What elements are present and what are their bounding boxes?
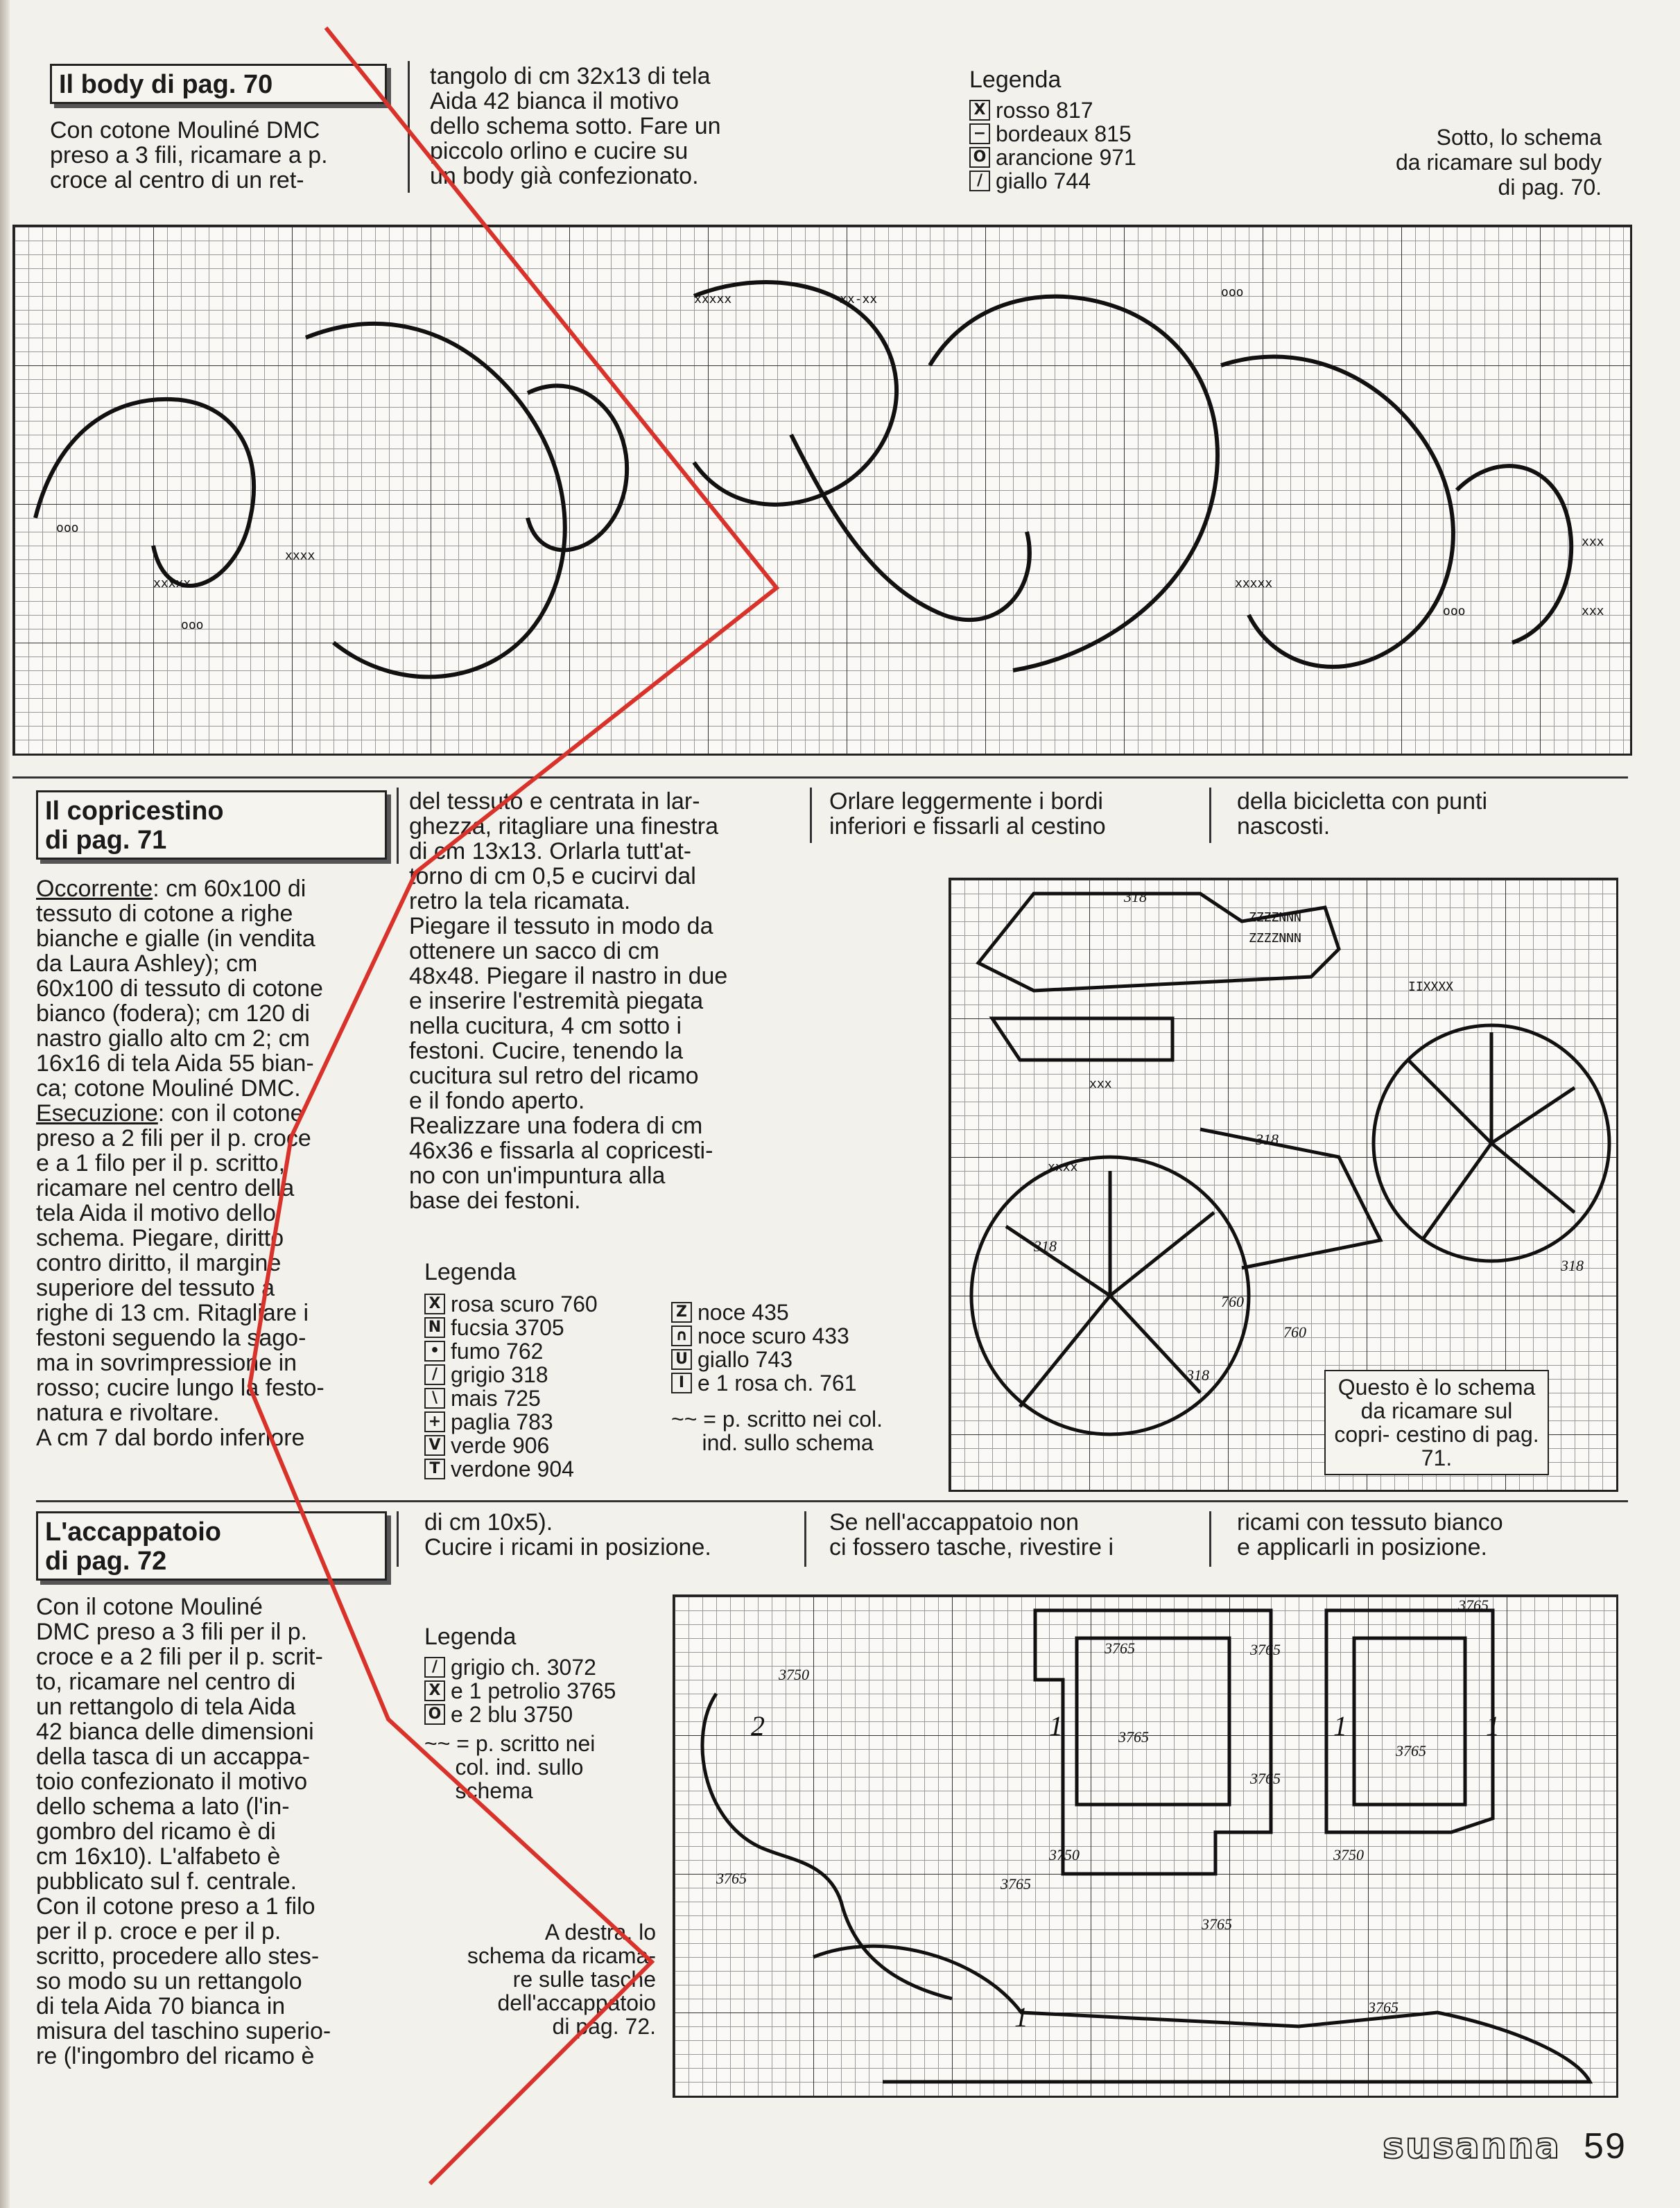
svg-text:ZZZZNNN: ZZZZNNN — [1249, 910, 1301, 925]
accappatoio-instructions-col4: ricami con tessuto bianco e applicarli in posizione. — [1237, 1509, 1503, 1561]
legend-label: noce 435 — [698, 1300, 789, 1325]
legend-item — [969, 122, 1132, 146]
plus-symbol-icon: + — [424, 1411, 445, 1432]
column-divider — [397, 788, 399, 864]
esecuzione-label: Esecuzione — [36, 1100, 158, 1127]
svg-text:3765: 3765 — [1105, 1640, 1135, 1657]
occorrente-label: Occorrente — [36, 876, 153, 902]
section-title: Il copricestino di pag. 71 — [45, 797, 224, 855]
legend-label: arancione 971 — [996, 145, 1136, 170]
schema-caption-copricestino: Questo è lo schema da ricamare sul copri- cestino di pag. 71. — [1324, 1370, 1549, 1475]
circle-symbol-icon: O — [969, 147, 990, 168]
chart-motif-drawing — [15, 227, 1630, 754]
svg-text:ZZZZNNN: ZZZZNNN — [1249, 931, 1301, 946]
copricestino-instructions-col4: della bicicletta con punti nascosti. — [1237, 788, 1488, 840]
svg-text:xxx: xxx — [1582, 604, 1604, 618]
motif-stroke — [791, 435, 1030, 620]
legend-item — [671, 1324, 849, 1348]
svg-text:ooo: ooo — [1443, 604, 1466, 618]
scritto-note: ~~ = p. scritto nei col. ind. sullo schema — [671, 1407, 883, 1455]
stitch-symbols — [56, 285, 1604, 632]
legend-label: grigio 318 — [451, 1362, 548, 1387]
page-binding-shadow — [0, 0, 10, 2208]
u-symbol-icon: U — [671, 1349, 692, 1370]
svg-text:xxxx: xxxx — [285, 548, 315, 563]
v-symbol-icon: V — [424, 1435, 445, 1456]
legend-label: rosso 817 — [996, 98, 1093, 123]
svg-text:3765: 3765 — [1396, 1742, 1426, 1759]
legend-label: e 1 rosa ch. 761 — [698, 1371, 857, 1396]
legend-label: noce scuro 433 — [698, 1323, 849, 1348]
column-divider — [810, 788, 812, 843]
svg-text:1: 1 — [1333, 1710, 1347, 1741]
svg-text:1: 1 — [1014, 2001, 1028, 2033]
letter-inner-outline — [1354, 1638, 1465, 1805]
legend-item — [424, 1339, 543, 1363]
svg-text:3765: 3765 — [1250, 1770, 1281, 1787]
circle-symbol-icon: O — [424, 1704, 445, 1725]
legend-label: bordeaux 815 — [996, 121, 1132, 146]
legend-item — [969, 169, 1091, 193]
svg-text:318: 318 — [1124, 888, 1147, 905]
motif-stroke — [1457, 466, 1571, 643]
legend-label: mais 725 — [451, 1386, 541, 1411]
motif-stroke — [306, 324, 565, 677]
svg-text:3750: 3750 — [779, 1666, 809, 1683]
page-footer — [1383, 2126, 1627, 2167]
svg-text:2: 2 — [751, 1710, 765, 1741]
frame-outline — [1200, 1129, 1380, 1268]
svg-text:xxx: xxx — [1582, 534, 1604, 549]
slash-symbol-icon: / — [969, 171, 990, 191]
column-divider — [408, 61, 410, 193]
occorrente-text: : cm 60x100 di tessuto di cotone a righe bianche e gialle (in vendita da Laura Ashley); cm 60x100 di tessuto di cotone bianco (fodera); cm 120 di nastro giallo alto cm 2; cm 16x16 di tela Aida 55 bian- ca; cotone Mouliné DMC. — [36, 876, 323, 1102]
cross-stitch-symbol-icon: X — [969, 100, 990, 121]
svg-text:3765: 3765 — [1118, 1728, 1149, 1746]
svg-text:1: 1 — [1049, 1710, 1063, 1741]
section-header-copricestino — [36, 790, 387, 860]
accappatoio-instructions-left: Con il cotone Mouliné DMC preso a 3 fili per il p. croce e a 2 fili per il p. scrit- to, ricamare nel centro di un rettangolo di tela Aida 42 bianca delle dimensioni della tasca di un accappa- toio confezionato il motivo dello schema a lato (l'in- gombro del ricamo è di cm 16x10). L'alfabeto è pubblicato sul f. centrale. Con il cotone preso a 1 filo per il p. croce e per il p. scritto, procedere allo stes- so modo su un rettangolo di tela Aida 70 bianca in misura del taschino superio- re (l'ingombro del ricamo è — [36, 1594, 331, 2069]
legend-item — [424, 1316, 564, 1339]
legend-item — [424, 1655, 596, 1679]
svg-text:318: 318 — [1034, 1237, 1057, 1255]
legend-label: verde 906 — [451, 1433, 550, 1458]
legend-item — [424, 1679, 616, 1703]
wave-outline — [813, 1946, 1590, 2082]
schema-caption-accappatoio: A destra, lo schema da ricama- re sulle tasche dell'accappatoio di pag. 72. — [467, 1920, 656, 2039]
legend-label: fucsia 3705 — [451, 1315, 564, 1340]
section-title: L'accappatoio di pag. 72 — [45, 1518, 221, 1576]
copricestino-instructions-left — [36, 876, 410, 1450]
esecuzione-text: : con il cotone preso a 2 fili per il p. croce e a 1 filo per il p. scritto, ricamare nel centro della tela Aida il motivo dello schema. Piegare, diritto contro diritto, il margine superiore del tessuto a righe di 13 cm. Ritagliare i festoni seguendo la sago- ma in sovrimpressione in rosso; cucire lungo la festo- natura e rivoltare. A cm 7 dal bordo inferiore — [36, 1100, 324, 1451]
section-header-accappatoio — [36, 1511, 387, 1581]
arch-symbol-icon: ∩ — [671, 1325, 692, 1346]
body-instructions-mid: tangolo di cm 32x13 di tela Aida 42 bianca il motivo dello schema sotto. Fare un piccolo orlino e cucire su un body già confezionato. — [430, 63, 721, 189]
column-divider — [804, 1511, 806, 1567]
svg-text:ooo: ooo — [181, 618, 204, 632]
page-number: 59 — [1584, 2126, 1627, 2166]
column-divider — [1209, 1511, 1211, 1567]
cross-symbol-icon: X — [424, 1680, 445, 1701]
svg-text:3765: 3765 — [1250, 1641, 1281, 1658]
legend-item — [969, 98, 1093, 122]
n-symbol-icon: N — [424, 1317, 445, 1338]
section-title: Il body di pag. 70 — [59, 70, 273, 99]
accappatoio-instructions-col3: Se nell'accappatoio non ci fossero tasche, rivestire i — [829, 1509, 1114, 1561]
legend-label: rosa scuro 760 — [451, 1292, 598, 1316]
legend-label: paglia 783 — [451, 1409, 553, 1434]
svg-text:760: 760 — [1221, 1293, 1244, 1310]
cross-stitch-chart-body — [12, 225, 1632, 756]
svg-text:xx-xx: xx-xx — [840, 292, 878, 306]
schema-caption-body: Sotto, lo schema da ricamare sul body di pag. 70. — [1395, 125, 1602, 200]
copricestino-instructions-mid: del tessuto e centrata in lar- ghezza, ritagliare una finestra di cm 13x13. Orlarla tutt'at- torno di cm 0,5 e cucirvi dal retro la tela ricamata. Piegare il tessuto in modo da ottenere un sacco di cm 48x48. Piegare il nastro in due e inserire l'estremità piegata nella cucitura, 4 cm sotto i festoni. Cucire, tenendo la cucitura sul retro del ricamo e il fondo aperto. Realizzare una fodera di cm 46x36 e fissarla al copricesti- no con un'impuntura alla base dei festoni. — [409, 788, 728, 1214]
motif-stroke — [528, 385, 627, 550]
legend-item — [424, 1457, 574, 1481]
slash-symbol-icon: / — [424, 1657, 445, 1678]
legend-item — [424, 1703, 573, 1726]
svg-text:ooo: ooo — [56, 521, 79, 535]
z-symbol-icon: Z — [671, 1302, 692, 1323]
slash-symbol-icon: / — [424, 1364, 445, 1385]
column-divider — [397, 1511, 399, 1567]
svg-text:xxx: xxx — [1089, 1077, 1112, 1091]
svg-text:3750: 3750 — [1049, 1846, 1080, 1863]
svg-text:1: 1 — [1486, 1710, 1500, 1741]
legend-item — [424, 1292, 598, 1316]
legend-item — [424, 1410, 553, 1434]
section-header-body — [50, 64, 387, 104]
svg-text:xxxxx: xxxxx — [153, 576, 191, 591]
svg-text:3765: 3765 — [716, 1870, 747, 1887]
body-instructions-left: Con cotone Mouliné DMC preso a 3 fili, ricamare a p. croce al centro di un ret- — [50, 117, 328, 193]
dot-symbol-icon: • — [424, 1341, 445, 1362]
legend-title: Legenda — [969, 67, 1062, 93]
motif-stroke — [35, 399, 254, 586]
svg-text:760: 760 — [1283, 1323, 1306, 1341]
legend-item — [424, 1434, 549, 1457]
legend-item — [424, 1363, 548, 1386]
svg-text:318: 318 — [1186, 1366, 1209, 1384]
svg-text:xxxxx: xxxxx — [694, 292, 732, 306]
chart-motif-drawing — [675, 1597, 1616, 2096]
svg-text:318: 318 — [1256, 1131, 1279, 1148]
scritto-note: ~~ = p. scritto nei col. ind. sullo schema — [424, 1731, 596, 1803]
legend-label: fumo 762 — [451, 1339, 544, 1364]
svg-text:IIXXXX: IIXXXX — [1408, 980, 1454, 994]
legend-title: Legenda — [424, 1259, 517, 1285]
svg-text:ooo: ooo — [1221, 285, 1244, 299]
legend-label: e 2 blu 3750 — [451, 1702, 573, 1727]
legend-item — [671, 1301, 789, 1324]
dash-symbol-icon: − — [969, 123, 990, 144]
legend-label: giallo 744 — [996, 168, 1091, 193]
svg-text:xxxxx: xxxxx — [1235, 576, 1273, 591]
svg-text:3765: 3765 — [1368, 1999, 1398, 2016]
svg-text:xxxx: xxxx — [1048, 1160, 1078, 1174]
section-divider — [12, 776, 1628, 779]
legend-item — [424, 1386, 541, 1410]
legend-label: giallo 743 — [698, 1347, 793, 1372]
backslash-symbol-icon: \ — [424, 1388, 445, 1409]
legend-item — [671, 1348, 793, 1371]
cross-symbol-icon: X — [424, 1294, 445, 1314]
legend-title: Legenda — [424, 1624, 517, 1650]
legend-item — [969, 146, 1136, 169]
svg-text:318: 318 — [1561, 1257, 1584, 1274]
legend-label: e 1 petrolio 3765 — [451, 1678, 616, 1703]
letter-outline — [1035, 1610, 1271, 1874]
copricestino-instructions-col3: Orlare leggermente i bordi inferiori e fissarli al cestino — [829, 788, 1106, 840]
svg-text:3765: 3765 — [1202, 1915, 1232, 1933]
letter-outline — [1326, 1610, 1493, 1832]
column-divider — [1209, 788, 1211, 843]
chart-color-labels — [716, 1597, 1500, 2033]
legend-label: grigio ch. 3072 — [451, 1655, 596, 1680]
legend-label: verdone 904 — [451, 1457, 574, 1481]
section-divider — [36, 1500, 1628, 1502]
magazine-brand: susanna — [1383, 2126, 1561, 2167]
motif-stroke — [930, 297, 1218, 670]
motif-stroke — [694, 282, 897, 505]
cross-stitch-chart-accappatoio — [673, 1594, 1618, 2098]
svg-text:3765: 3765 — [1001, 1875, 1031, 1893]
svg-text:3750: 3750 — [1333, 1846, 1364, 1863]
wheel-spokes — [1006, 1171, 1214, 1407]
bar-symbol-icon: I — [671, 1373, 692, 1393]
accappatoio-instructions-col2: di cm 10x5). Cucire i ricami in posizione. — [424, 1509, 711, 1561]
letter-inner-outline — [1077, 1638, 1229, 1805]
legend-item — [671, 1371, 856, 1395]
svg-text:3765: 3765 — [1458, 1597, 1489, 1614]
motif-stroke — [1221, 356, 1453, 666]
basket-outline — [992, 1018, 1172, 1060]
t-symbol-icon: T — [424, 1459, 445, 1479]
wheel-spokes — [1408, 1032, 1575, 1240]
